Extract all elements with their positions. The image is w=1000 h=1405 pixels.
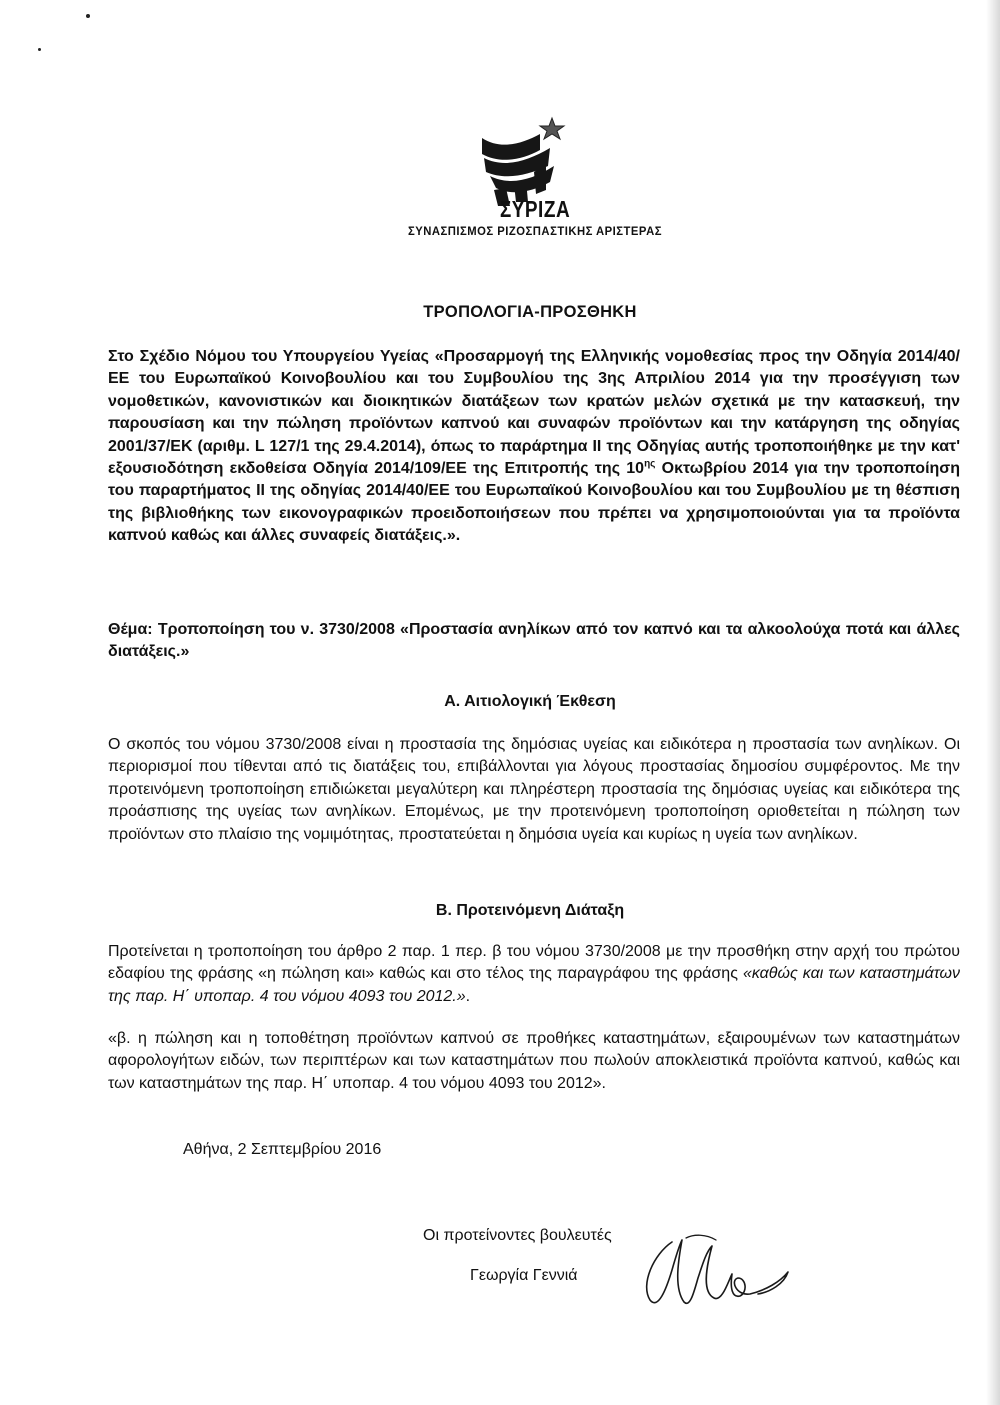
intro-part-2: Οκτωβρίου 2014 για την τροποποίηση του παραρτήματος ΙΙ της οδηγίας 2014/40/ΕΕ του Ευρωπαϊκού Κοινοβουλίου και του Συμβουλίου με τη θέσπιση της βιβλιοθήκης των εικονογραφικών προειδοποιήσεων που πρέπει να χρησιμοποιούνται για τα προϊόντα καπνού καθώς και άλλες συναφείς διατάξεις.». [108,460,961,545]
intro-part-1: Στο Σχέδιο Νόμου του Υπουργείου Υγείας «Προσαρμογή της Ελληνικής νομοθεσίας προς την Οδηγία 2014/40/ΕΕ του Ευρωπαϊκού Κοινοβουλίου και του Συμβουλίου της 3ης Απριλίου 2014 για την προσέγγιση των νομοθετικών, κανονιστικών και διοικητικών διατάξεων των κρατών μελών σχετικά με την κατασκευή, την παρουσίαση και την πώληση προϊόντων καπνού και συναφών προϊόντων και την κατάργηση της οδηγίας 2001/37/ΕΚ (αριθμ. L 127/1 της 29.4.2014), όπως το παράρτημα ΙΙ της Οδηγίας αυτής τροποποιήθηκε με την κατ' εξουσιοδότηση εκδοθείσα Οδηγία 2014/109/ΕΕ της Επιτροπής της 10 [108,348,960,478]
proposers-label: Οι προτείνοντες βουλευτές [423,1227,612,1244]
subject-paragraph: Θέμα: Τροποποίηση του ν. 3730/2008 «Προστασία ανηλίκων από τον καπνό και τα αλκοολούχα ποτά και άλλες διατάξεις.» [108,621,960,661]
document-title: ΤΡΟΠΟΛΟΓΙΑ-ΠΡΟΣΘΗΚΗ [423,303,637,321]
intro-superscript: ης [644,458,656,470]
section-a-heading: Α. Αιτιολογική Έκθεση [444,693,616,710]
syriza-flag-star-logo [470,110,570,210]
section-b-quote: «β. η πώληση και η τοποθέτηση προϊόντων καπνού σε προθήκες καταστημάτων, εξαιρουμένων των καταστημάτων αφορολογήτων ειδών, των περιπτέρων και των καταστημάτων που πωλούν αποκλειστικά προϊόντα καπνού, καθώς και των καταστημάτων της παρ. Η΄ υποπαρ. 4 του νόμου 4093 του 2012». [108,1030,960,1092]
section-b-text-end: . [465,987,471,1005]
section-b-text [108,941,960,1008]
party-name: ΣΥΡΙΖΑ [499,197,571,223]
section-b-text-italic: «καθώς και των καταστημάτων της παρ. Η΄ υποπαρ. 4 του νόμου 4093 του 2012.» [108,965,961,1005]
scan-speck [86,14,90,18]
scan-speck [38,48,41,51]
party-branding [300,197,770,239]
section-b-heading: Β. Προτεινόμενη Διάταξη [435,902,625,919]
scan-edge-shadow [986,0,1000,1405]
section-b-text-plain: Προτείνεται η τροποποίηση του άρθρο 2 παρ. 1 περ. β του νόμου 3730/2008 με την προσθήκη στην αρχή του πρώτου εδαφίου της φράσης «η πώληση και» καθώς και στο τέλος της παραγράφου της φράσης [108,943,960,983]
document-date: Αθήνα, 2 Σεπτεμβρίου 2016 [183,1141,382,1158]
signer-name: Γεωργία Γεννιά [470,1267,578,1284]
handwritten-signature [632,1232,807,1312]
section-a-text: Ο σκοπός του νόμου 3730/2008 είναι η προστασία της δημόσιας υγείας και ειδικότερα η προστασία των ανηλίκων. Οι περιορισμοί που τίθενται από τις διατάξεις του, επιβάλλονται για λόγους προστασίας δημοσίου συμφέροντος. Με την προτεινόμενη τροποποίηση επιδιώκεται μεγαλύτερη και πληρέστερη προστασία της δημόσιας υγείας και ειδικότερα της προάσπισης της υγείας των ανηλίκων. Επομένως, με την προτεινόμενη τροποποίηση οριοθετείται η πώληση των προϊόντων στο πλαίσιο της νομιμότητας, προστατεύεται η δημόσια υγεία και κυρίως η υγεία των ανηλίκων. [108,736,960,843]
intro-paragraph [108,346,960,548]
party-full-name: ΣΥΝΑΣΠΙΣΜΟΣ ΡΙΖΟΣΠΑΣΤΙΚΗΣ ΑΡΙΣΤΕΡΑΣ [408,226,662,238]
